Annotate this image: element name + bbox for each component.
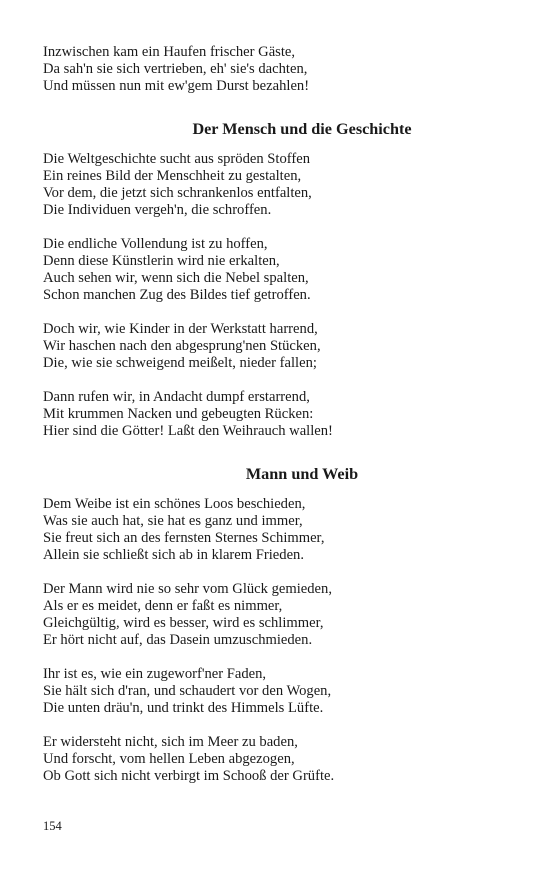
- verse-line: Sie hält sich d'ran, und schaudert vor den Wogen,: [43, 683, 332, 699]
- verse-line: Auch sehen wir, wenn sich die Nebel spalten,: [43, 270, 309, 286]
- verse-line: Schon manchen Zug des Bildes tief getroffen.: [43, 287, 311, 303]
- verse-line: Die unten dräu'n, und trinkt des Himmels Lüfte.: [43, 700, 324, 716]
- stanza: [43, 321, 513, 372]
- verse-line: Doch wir, wie Kinder in der Werkstatt harrend,: [43, 321, 318, 337]
- verse-line: Ein reines Bild der Menschheit zu gestalten,: [43, 168, 302, 184]
- poem-title: Der Mensch und die Geschichte: [192, 120, 412, 138]
- verse-line: Allein sie schließt sich ab in klarem Frieden.: [43, 547, 304, 563]
- verse-line: Da sah'n sie sich vertrieben, eh' sie's dachten,: [43, 61, 308, 77]
- verse-line: Als er es meidet, denn er faßt es nimmer,: [43, 598, 283, 614]
- verse-line: Die Individuen vergeh'n, die schroffen.: [43, 202, 272, 218]
- verse-line: Und müssen nun mit ew'gem Durst bezahlen!: [43, 78, 310, 94]
- stanza: [43, 389, 513, 440]
- stanza: [43, 151, 513, 219]
- page-number: 154: [43, 819, 62, 833]
- verse-line: Sie freut sich an des fernsten Sternes Schimmer,: [43, 530, 325, 546]
- poem-title: Mann und Weib: [245, 465, 359, 483]
- verse-line: Er widersteht nicht, sich im Meer zu baden,: [43, 734, 298, 750]
- verse-line: Denn diese Künstlerin wird nie erkalten,: [43, 253, 280, 269]
- intro-stanza: [43, 44, 513, 95]
- stanza: [43, 496, 513, 564]
- stanza: [43, 581, 513, 649]
- stanza: [43, 734, 513, 785]
- verse-line: Dann rufen wir, in Andacht dumpf erstarrend,: [43, 389, 310, 405]
- verse-line: Die Weltgeschichte sucht aus spröden Stoffen: [43, 151, 310, 167]
- verse-line: Der Mann wird nie so sehr vom Glück gemieden,: [43, 581, 332, 597]
- stanza: [43, 666, 513, 717]
- verse-line: Ihr ist es, wie ein zugeworf'ner Faden,: [43, 666, 267, 682]
- verse-line: Dem Weibe ist ein schönes Loos beschieden,: [43, 496, 306, 512]
- verse-line: Er hört nicht auf, das Dasein umzuschmieden.: [43, 632, 313, 648]
- verse-line: Mit krummen Nacken und gebeugten Rücken:: [43, 406, 314, 422]
- verse-line: Ob Gott sich nicht verbirgt im Schooß der Grüfte.: [43, 768, 335, 784]
- verse-line: Und forscht, vom hellen Leben abgezogen,: [43, 751, 295, 767]
- stanza: [43, 236, 513, 304]
- page-body: [43, 44, 513, 785]
- verse-line: Hier sind die Götter! Laßt den Weihrauch wallen!: [43, 423, 333, 439]
- verse-line: Wir haschen nach den abgesprung'nen Stücken,: [43, 338, 321, 354]
- verse-line: Inzwischen kam ein Haufen frischer Gäste,: [43, 44, 296, 60]
- verse-line: Was sie auch hat, sie hat es ganz und immer,: [43, 513, 303, 529]
- verse-line: Die endliche Vollendung ist zu hoffen,: [43, 236, 268, 252]
- verse-line: Gleichgültig, wird es besser, wird es schlimmer,: [43, 615, 324, 631]
- verse-line: Die, wie sie schweigend meißelt, nieder fallen;: [43, 355, 317, 371]
- verse-line: Vor dem, die jetzt sich schrankenlos entfalten,: [43, 185, 312, 201]
